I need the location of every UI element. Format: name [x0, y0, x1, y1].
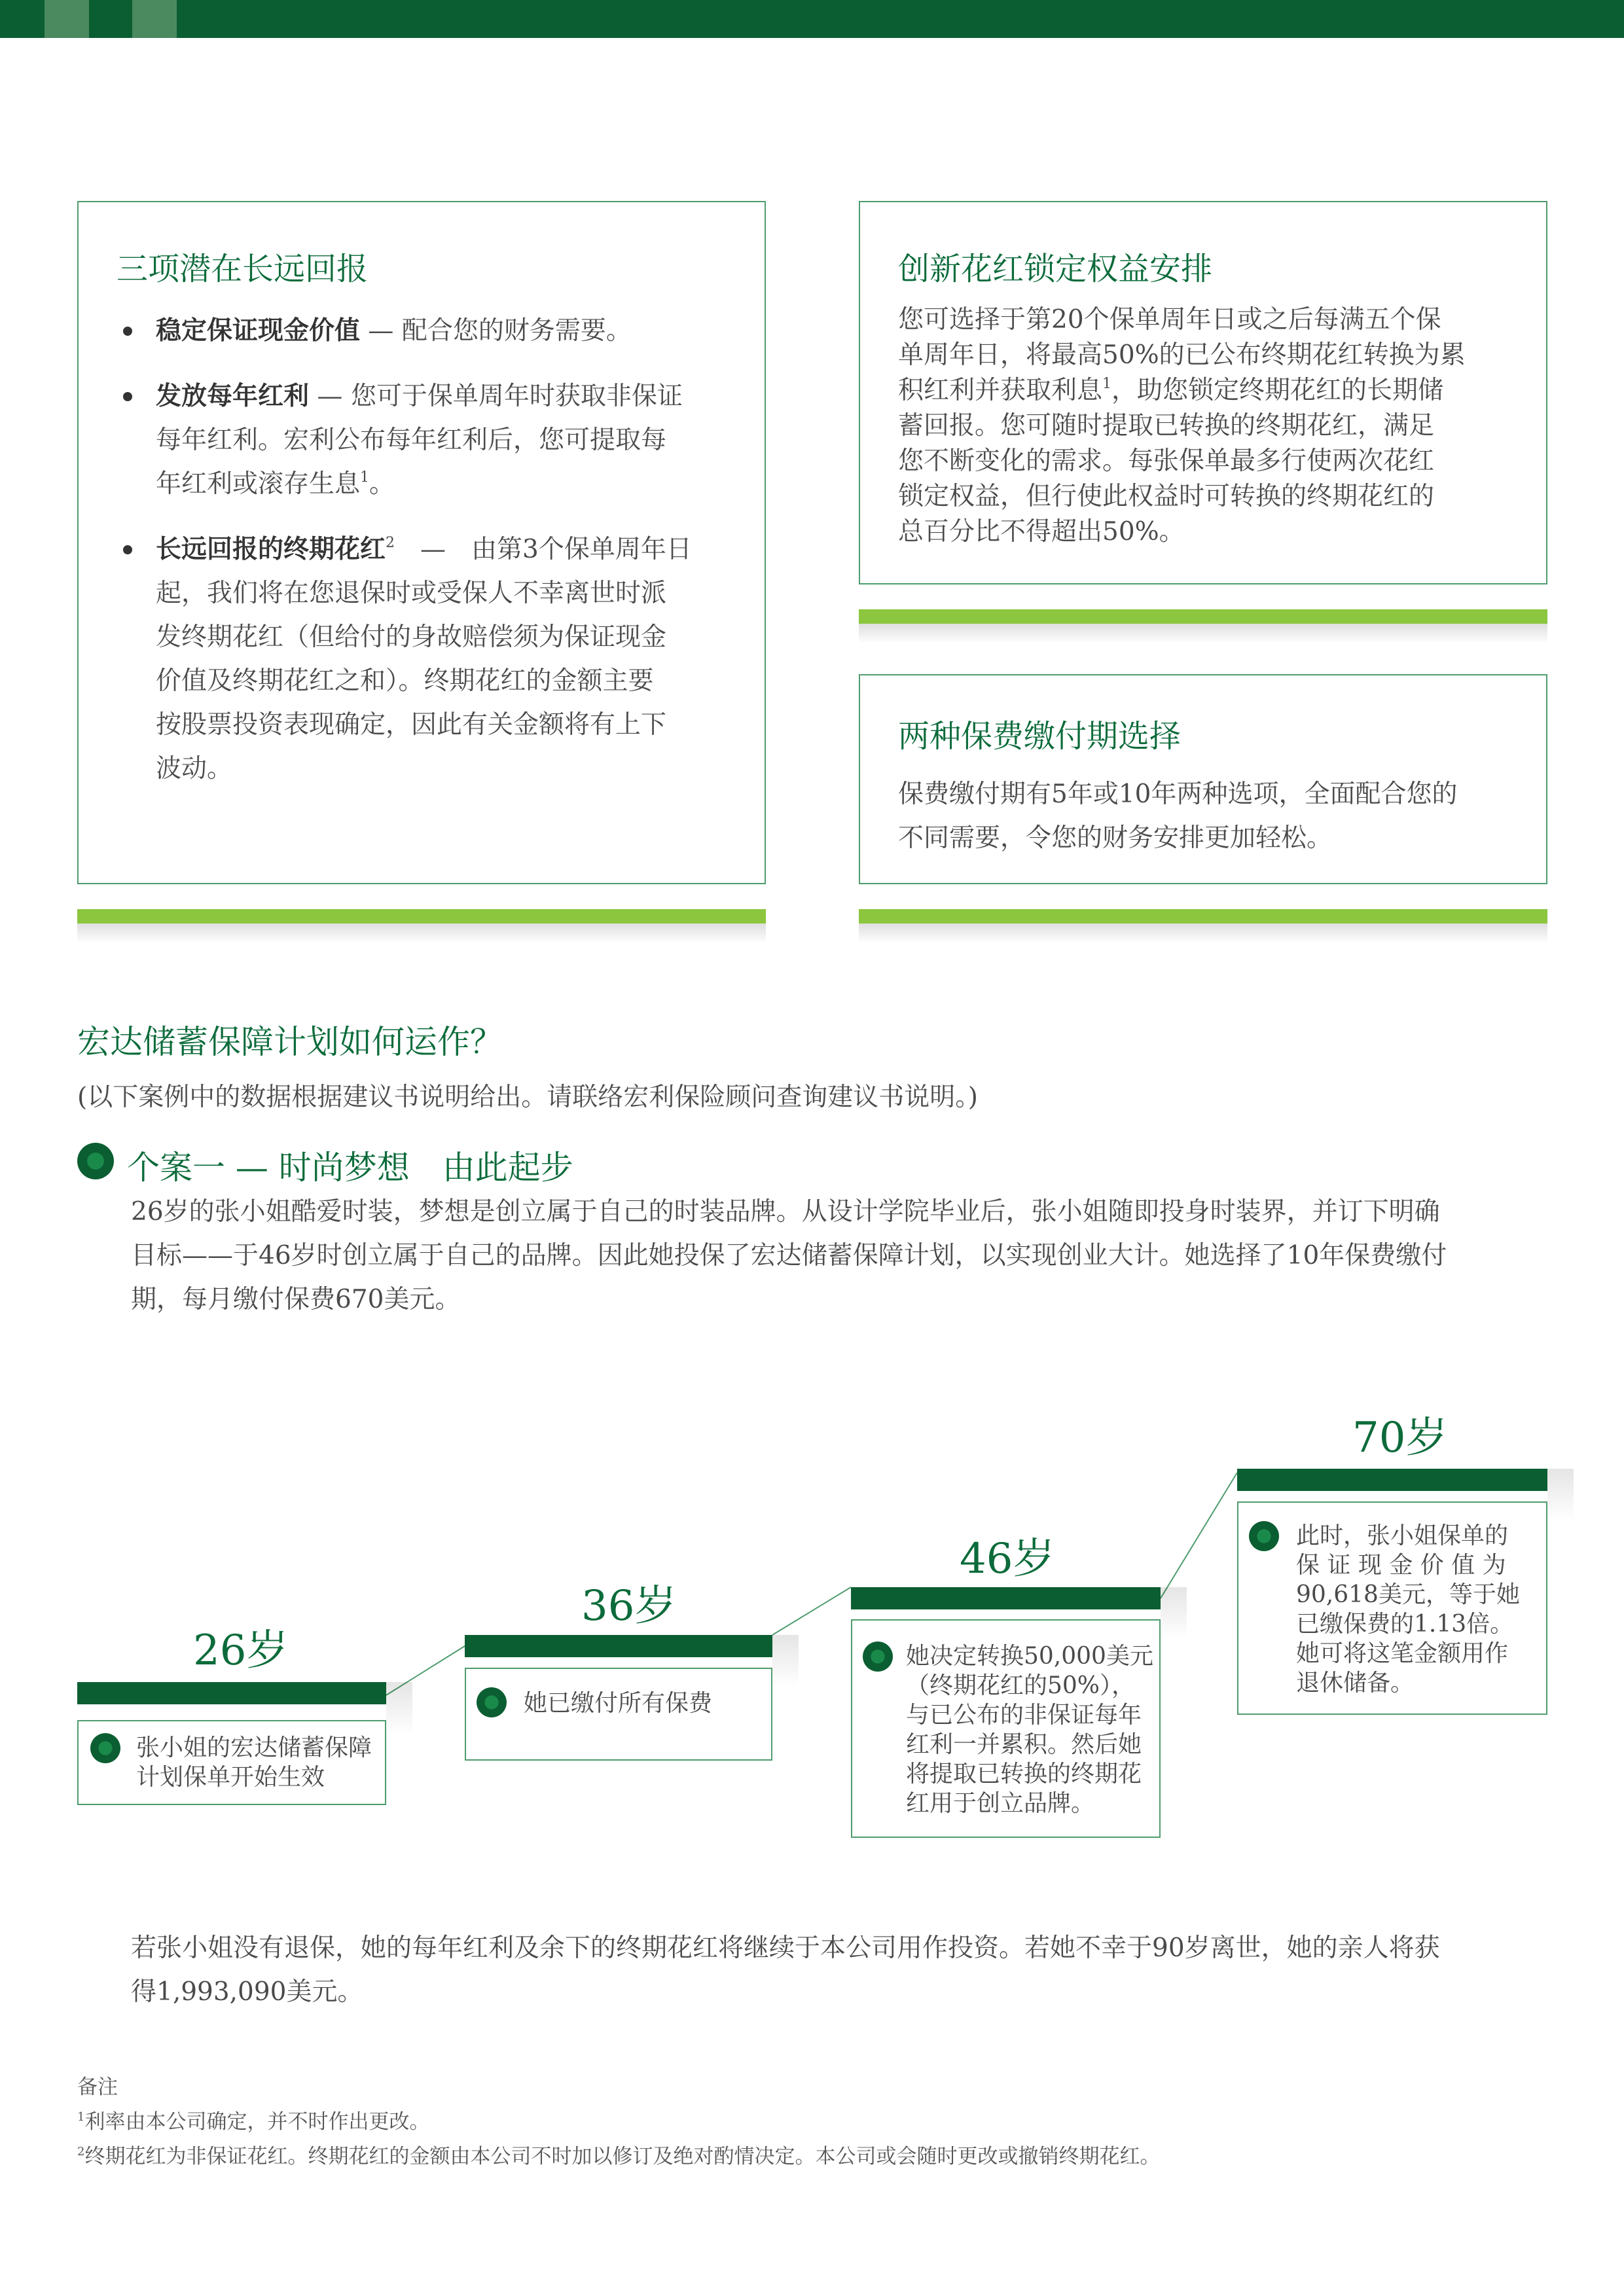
stage-marker-icon	[863, 1641, 893, 1672]
age-46-label: 46岁	[960, 1535, 1055, 1583]
bonus-lock-description: 您可选择于第20个保单周年日或之后每满五个保 单周年日，将最高50%的已公布终期花红转换为累 积红利并获取利息$^1$，助您锁定终期花红的长期储 蓄回报。您可随时提取已转换的终期花红，满足 您不断变化的需求。每张保单最多行使两次花红 锁定权益，但行使此权益时可转换的终期花红的 总百分比不得超出50%。	[898, 305, 1466, 547]
stage-marker-icon	[90, 1733, 120, 1763]
stage-70-text: 此时，张小姐保单的 保 证 现 金 价 值 为 90,618美元，等于她 已缴保费的1.13倍。 她可将这笔金额用作 退休储备。	[1296, 1522, 1520, 1696]
closing-paragraph: 若张小姐没有退保，她的每年红利及余下的终期花红将继续于本公司用作投资。若她不幸于90岁离世，她的亲人将获 得1,993,090美元。	[131, 1933, 1440, 2007]
stage-36-text: 她已缴付所有保费	[524, 1690, 713, 1717]
footnote-1: $^1$利率由本公司确定，并不时作出更改。	[77, 2110, 430, 2134]
timeline-bar-shadow	[772, 1635, 799, 1687]
section-subtitle: (以下案例中的数据根据建议书说明给出。请联络宏利保险顾问查询建议书说明。)	[77, 1083, 978, 1112]
returns-box-title: 三项潜在长远回报	[117, 251, 369, 287]
stage-26-text: 张小姐的宏达储蓄保障 计划保单开始生效	[136, 1734, 372, 1791]
bonus-lock-box-title: 创新花红锁定权益安排	[898, 251, 1213, 287]
timeline-bar	[1237, 1469, 1547, 1491]
case-title: 个案一 — 时尚梦想 由此起步	[127, 1149, 573, 1187]
notes-heading: 备注	[77, 2075, 118, 2099]
timeline-bar-shadow	[1547, 1469, 1574, 1521]
bullet-terminal-bonus: 长远回报的终期花红$^2$ — 由第3个保单周年日 起，我们将在您退保时或受保人不幸离世时派 发终期花红（但给付的身故赔偿须为保证现金 价值及终期花红之和）。终期花红的金额主要 按股票投资表现确定，因此有关金额将有上下 波动。	[156, 535, 692, 783]
footnote-2: $^2$终期花红为非保证花红。终期花红的金额由本公司不时加以修订及绝对酌情决定。本公司或会随时更改或撤销终期花红。	[77, 2145, 1161, 2168]
payment-term-description: 保费缴付期有5年或10年两种选项，全面配合您的 不同需要，令您的财务安排更加轻松。	[898, 780, 1458, 853]
payment-term-box-title: 两种保费缴付期选择	[898, 718, 1182, 755]
timeline-bar-shadow	[386, 1682, 412, 1734]
age-26-label: 26岁	[193, 1626, 289, 1675]
section-title: 宏达储蓄保障计划如何运作？	[77, 1023, 503, 1061]
age-36-label: 36岁	[581, 1582, 677, 1630]
stage-marker-icon	[477, 1687, 507, 1717]
age-70-label: 70岁	[1352, 1414, 1448, 1462]
timeline-bar	[465, 1635, 772, 1657]
bullet-guaranteed-cash-value: 稳定保证现金价值 — 配合您的财务需要。	[156, 316, 632, 346]
timeline-bar	[851, 1587, 1161, 1609]
timeline-bar-shadow	[1161, 1587, 1187, 1640]
stage-marker-icon	[1249, 1521, 1279, 1551]
timeline-bar	[77, 1682, 386, 1704]
bullet-annual-dividend: 发放每年红利 — 您可于保单周年时获取非保证 每年红利。宏利公布每年红利后，您可提取每 年红利或滚存生息$^1$。	[156, 382, 683, 499]
case-description: 26岁的张小姐酷爱时装，梦想是创立属于自己的时装品牌。从设计学院毕业后，张小姐随即投身时装界，并订下明确 目标——于46岁时创立属于自己的品牌。因此她投保了宏达储蓄保障计划，以实现创业大计。她选择了10年保费缴付 期，每月缴付保费670美元。	[131, 1197, 1447, 1314]
stage-46-text: 她决定转换50,000美元 （终期花红的50%）， 与已公布的非保证每年 红利一并累积。然后她 将提取已转换的终期花 红用于创立品牌。	[906, 1643, 1153, 1817]
